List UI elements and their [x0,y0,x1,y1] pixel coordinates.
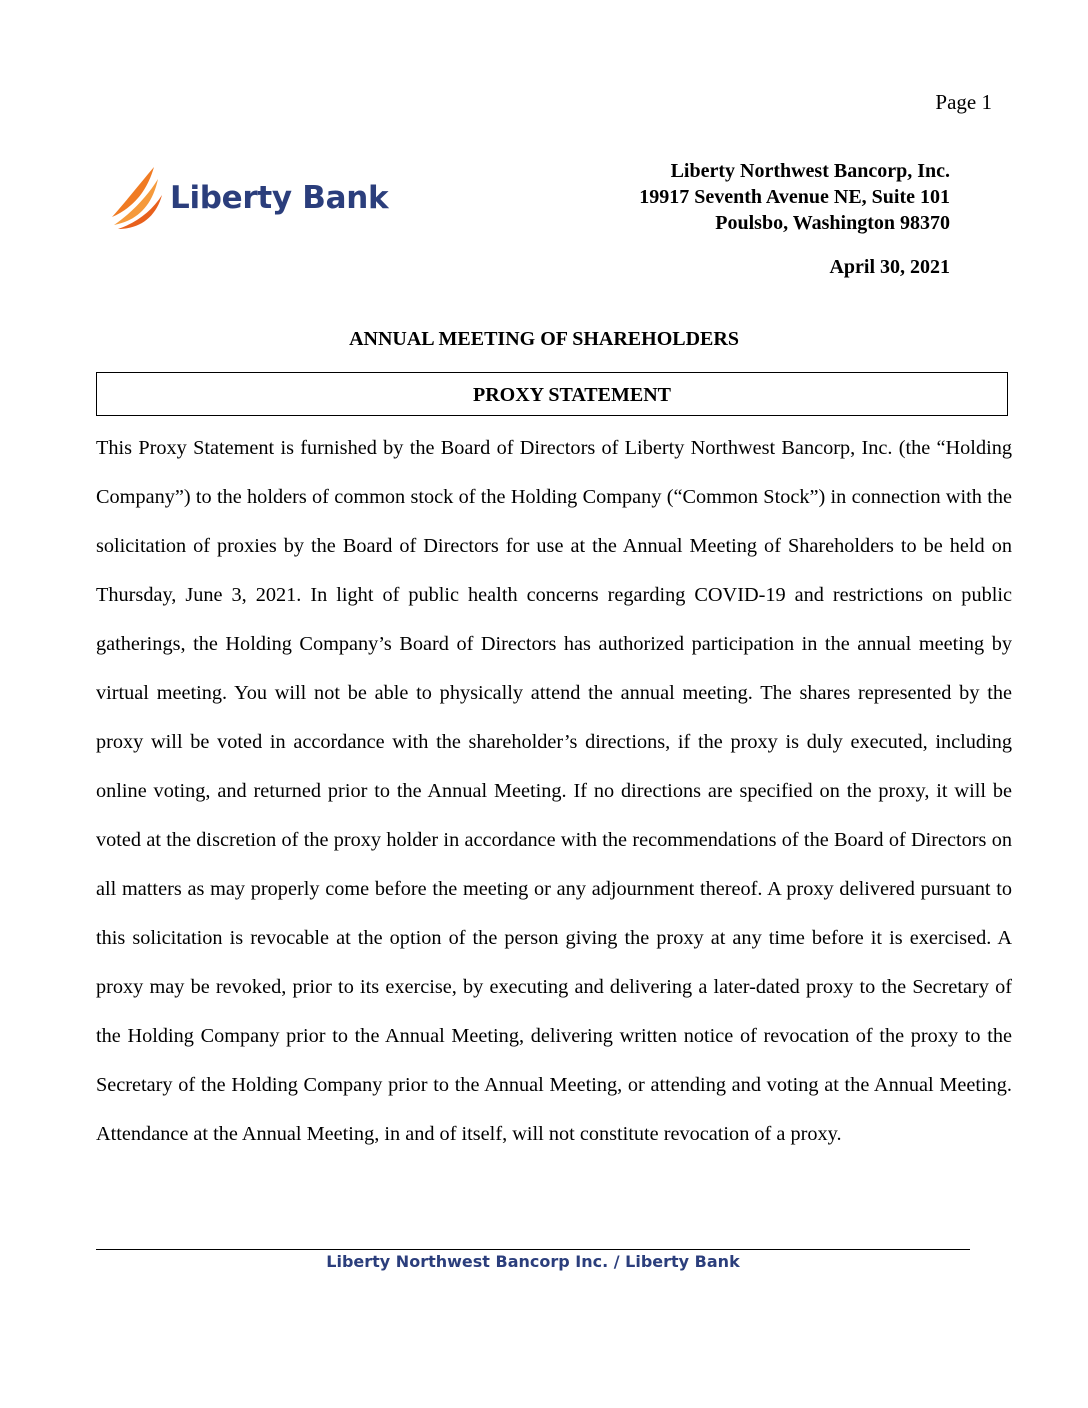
logo-text: Liberty Bank [170,180,389,216]
section-title-box [96,372,1008,416]
footer-divider [96,1249,970,1250]
liberty-bank-logo [108,165,388,231]
letter-date: April 30, 2021 [829,256,950,278]
city-state-zip: Poulsbo, Washington 98370 [715,212,950,234]
sail-swoosh-icon [108,165,164,231]
meeting-heading: ANNUAL MEETING OF SHAREHOLDERS [349,328,739,350]
company-name: Liberty Northwest Bancorp, Inc. [670,160,950,182]
footer-text: Liberty Northwest Bancorp Inc. / Liberty Bank [326,1252,740,1271]
section-title: PROXY STATEMENT [473,384,671,406]
company-address [639,158,950,236]
street-address: 19917 Seventh Avenue NE, Suite 101 [639,186,950,208]
proxy-statement-paragraph: This Proxy Statement is furnished by the Board of Directors of Liberty Northwest Bancorp, Inc. (the “Holding Company”) to the holders of common stock of the Holding Company (“Common Stock”) in connection with the solicitation of proxies by the Board of Directors for use at the Annual Meeting of Shareholders to be held on Thursday, June 3, 2021. In light of public health concerns regarding COVID-19 and restrictions on public gatherings, the Holding Company’s Board of Directors has authorized participation in the annual meeting by virtual meeting. You will not be able to physically attend the annual meeting. The shares represented by the proxy will be voted in accordance with the shareholder’s directions, if the proxy is duly executed, including online voting, and returned prior to the Annual Meeting. If no directions are specified on the proxy, it will be voted at the discretion of the proxy holder in accordance with the recommendations of the Board of Directors on all matters as may properly come before the meeting or any adjournment thereof. A proxy delivered pursuant to this solicitation is revocable at the option of the person giving the proxy at any time before it is exercised. A proxy may be revoked, prior to its exercise, by executing and delivering a later-dated proxy to the Secretary of the Holding Company prior to the Annual Meeting, delivering written notice of revocation of the proxy to the Secretary of the Holding Company prior to the Annual Meeting, or attending and voting at the Annual Meeting. Attendance at the Annual Meeting, in and of itself, will not constitute revocation of a proxy. [96,437,1012,1145]
page-number: Page 1 [935,90,992,114]
